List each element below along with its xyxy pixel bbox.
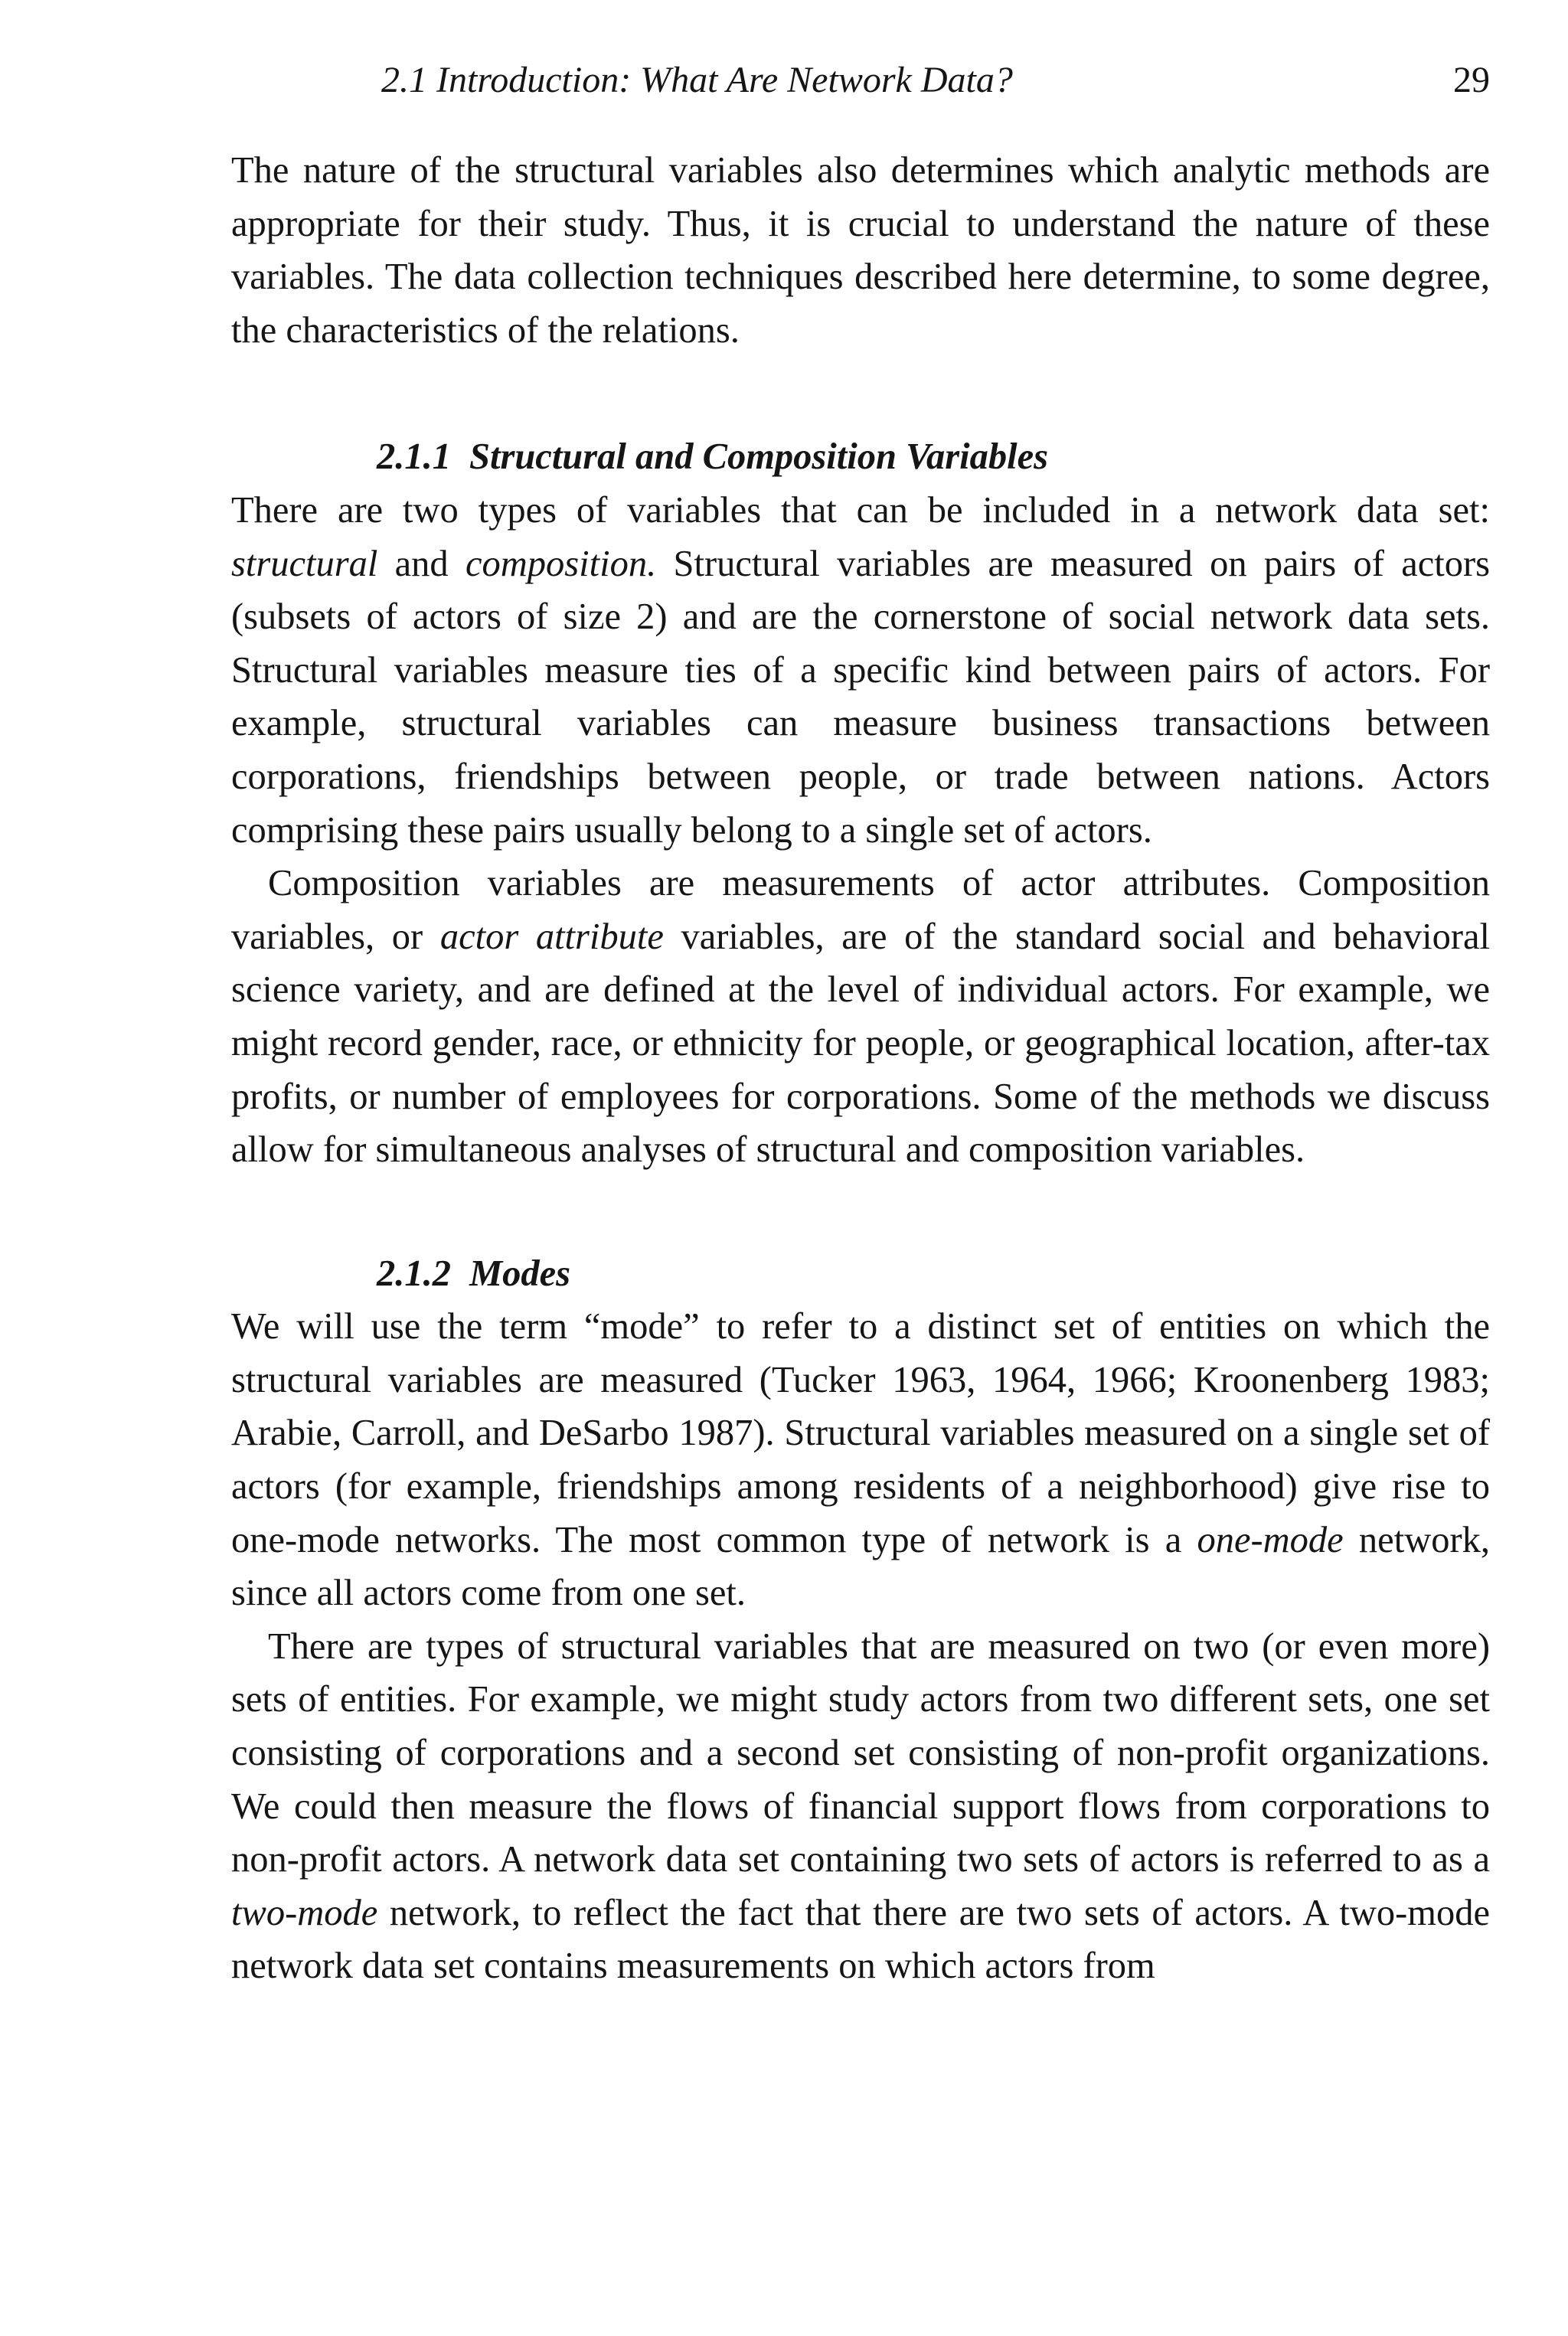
emphasis-composition: composition.: [465, 543, 657, 584]
paragraph-text: network, to reflect the fact that there are two sets of actors. A two-mode network data set contains measurements on which actors from: [231, 1892, 1490, 1987]
intro-paragraph: The nature of the structural variables also determines which analytic methods are appropriate for their study. Thus, it is crucial to understand the nature of these variables. The data collection techniques described here determine, to some degree, the characteristics of the relations.: [231, 150, 1490, 351]
paragraph-text: variables, are of the standard social and behavioral science variety, and are defined at the level of individual actors. For example, we might record gender, race, or ethnicity for people, or geographical location, after-tax profits, or number of employees for corporations. Some of the methods we discuss allow for simultaneous analyses of structural and composition variables.: [231, 916, 1490, 1171]
running-head: [231, 55, 1490, 106]
section-title: Structural and Composition Variables: [469, 436, 1049, 478]
paragraph-text: We will use the term “mode” to refer to a distinct set of entities on which the structural variables are measured (Tucker 1963, 1964, 1966; Kroonenberg 1983; Arabie, Carroll, and DeSarbo 1987). Structural variables measured on a single set of actors (for example, friendships among residents of a neighborhood) give rise to one-mode networks. The most common type of network is a: [231, 1306, 1490, 1560]
paragraph-text: Composition variables are measurements of actor attributes. Composition variables, or: [231, 863, 1490, 957]
paragraph-text: There are types of structural variables that are measured on two (or even more) sets of entities. For example, we might study actors from two different sets, one set consisting of corporations and a second set consisting of non-profit organizations. We could then measure the flows of financial support flows from corporations to non-profit actors. A network data set containing two sets of actors is referred to as a: [231, 1625, 1490, 1880]
section-heading-2-1-2: [231, 1247, 1490, 1301]
section-number: 2.1.2: [377, 1253, 451, 1294]
paragraph-structural-composition-2: [231, 857, 1490, 1177]
section-title: Modes: [469, 1253, 571, 1294]
paragraph-text: and: [377, 543, 466, 584]
paragraph-text: There are two types of variables that can be included in a network data set:: [231, 489, 1490, 531]
emphasis-one-mode: one-mode: [1197, 1519, 1344, 1560]
emphasis-two-mode: two-mode: [231, 1892, 378, 1933]
running-title: 2.1 Introduction: What Are Network Data?: [381, 60, 1013, 100]
page-number: 29: [1453, 60, 1490, 100]
paragraph-text: Structural variables are measured on pairs of actors (subsets of actors of size 2) and are the cornerstone of social network data sets. Structural variables measure ties of a specific kind between pairs of actors. For example, structural variables can measure business transactions between corporations, friendships between people, or trade between nations. Actors comprising these pairs usually belong to a single set of actors.: [231, 543, 1491, 851]
emphasis-actor-attribute: actor attribute: [439, 916, 664, 957]
paragraph-text: network, since all actors come from one set.: [231, 1519, 1490, 1614]
paragraph-modes-2: [231, 1620, 1490, 1993]
section-heading-2-1-1: [231, 430, 1490, 484]
paragraph-modes-1: [231, 1300, 1490, 1620]
book-page: [231, 55, 1490, 1993]
emphasis-structural: structural: [231, 543, 378, 584]
section-number: 2.1.1: [377, 436, 451, 478]
paragraph-structural-composition-1: [231, 484, 1490, 857]
